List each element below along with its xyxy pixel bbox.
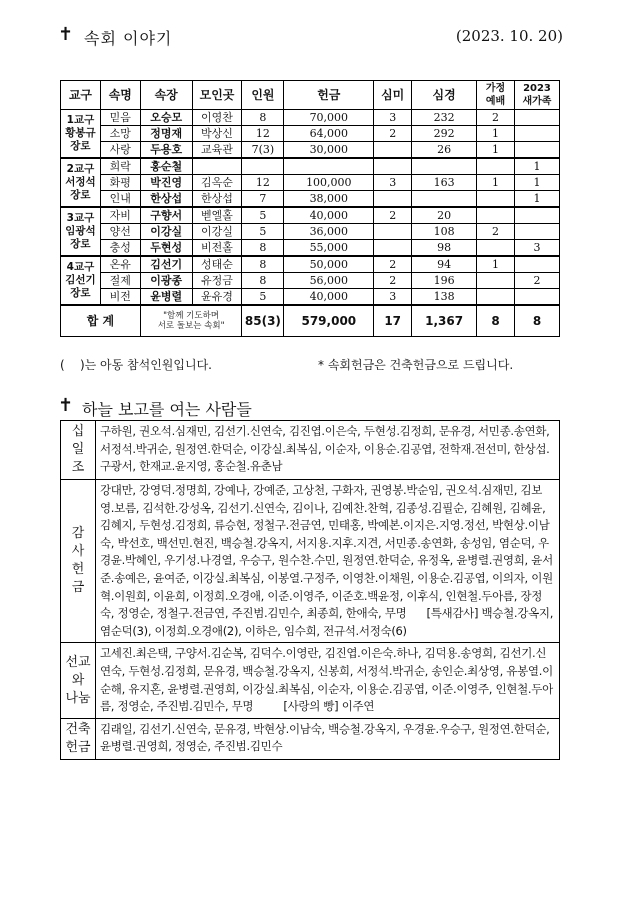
col-leader: 속장 bbox=[140, 81, 192, 110]
place: 교육관 bbox=[192, 142, 242, 159]
people: 7 bbox=[242, 191, 284, 208]
report-date: (2023. 10. 20) bbox=[455, 27, 563, 45]
place: 윤유경 bbox=[192, 289, 242, 306]
simgyeong: 98 bbox=[412, 240, 477, 257]
place: 이영찬 bbox=[192, 110, 242, 126]
home-worship: 2 bbox=[477, 224, 515, 240]
table-row bbox=[61, 207, 560, 224]
home-worship: 1 bbox=[477, 126, 515, 142]
table-row bbox=[61, 126, 560, 142]
table-row bbox=[61, 158, 560, 175]
people: 12 bbox=[242, 175, 284, 191]
simgyeong: 232 bbox=[412, 110, 477, 126]
leader: 두용호 bbox=[140, 142, 192, 159]
table-row bbox=[61, 273, 560, 289]
people: 5 bbox=[242, 207, 284, 224]
district-label: 4교구 김선기 장로 bbox=[61, 256, 101, 305]
home-worship bbox=[477, 289, 515, 306]
simmi bbox=[374, 158, 412, 175]
col-cell-name: 속명 bbox=[100, 81, 140, 110]
offering: 64,000 bbox=[284, 126, 374, 142]
simgyeong: 163 bbox=[412, 175, 477, 191]
home-worship bbox=[477, 273, 515, 289]
home-worship: 1 bbox=[477, 175, 515, 191]
cell-meeting-table bbox=[60, 80, 560, 337]
offering-row bbox=[61, 718, 560, 759]
leader: 오승모 bbox=[140, 110, 192, 126]
simmi bbox=[374, 240, 412, 257]
offering: 56,000 bbox=[284, 273, 374, 289]
simmi bbox=[374, 142, 412, 159]
place: 벧엘홀 bbox=[192, 207, 242, 224]
place: 김옥순 bbox=[192, 175, 242, 191]
new-family: 1 bbox=[514, 175, 559, 191]
leader: 정명재 bbox=[140, 126, 192, 142]
cell-name: 인내 bbox=[100, 191, 140, 208]
simgyeong: 94 bbox=[412, 256, 477, 273]
leader: 홍순철 bbox=[140, 158, 192, 175]
people: 5 bbox=[242, 224, 284, 240]
total-home-worship: 8 bbox=[477, 305, 515, 337]
people: 5 bbox=[242, 289, 284, 306]
cell-name: 충성 bbox=[100, 240, 140, 257]
leader: 이광종 bbox=[140, 273, 192, 289]
offering-row bbox=[61, 421, 560, 480]
leader: 이강실 bbox=[140, 224, 192, 240]
simgyeong: 20 bbox=[412, 207, 477, 224]
home-worship bbox=[477, 207, 515, 224]
new-family bbox=[514, 256, 559, 273]
offering: 50,000 bbox=[284, 256, 374, 273]
new-family: 1 bbox=[514, 191, 559, 208]
table-row bbox=[61, 240, 560, 257]
total-new-family: 8 bbox=[514, 305, 559, 337]
leader: 두현성 bbox=[140, 240, 192, 257]
leader: 구향서 bbox=[140, 207, 192, 224]
new-family bbox=[514, 224, 559, 240]
simgyeong: 196 bbox=[412, 273, 477, 289]
home-worship bbox=[477, 240, 515, 257]
new-family bbox=[514, 142, 559, 159]
total-people: 85(3) bbox=[242, 305, 284, 337]
cell-name: 희락 bbox=[100, 158, 140, 175]
new-family: 3 bbox=[514, 240, 559, 257]
offering-section-title: 하늘 보고를 여는 사람들 bbox=[82, 400, 252, 419]
offering-names: 고세진.최은택, 구양서.김순복, 김덕수.이영란, 김진엽.이은숙.하나, 김덕용.송영희, 김선기.신연숙, 두현성.김정희, 문유경, 백승철.강옥지, 신봉희, 서정석.박귀순, 송인순.최상영, 유봉열.이순해, 유지혼, 윤병렬.권영희, 이강실.최복심, 이순자, 이용순.김공엽, 이준.이영주, 인현철.두아름, 정영순, 주진범.김민수, 무명 [사랑의 빵] 이주연 bbox=[96, 643, 560, 718]
offering-category: 십 일 조 bbox=[61, 421, 96, 480]
offering-category: 선교 와 나눔 bbox=[61, 643, 96, 718]
total-row bbox=[61, 305, 560, 337]
simmi: 2 bbox=[374, 273, 412, 289]
offering: 38,000 bbox=[284, 191, 374, 208]
cell-name: 양선 bbox=[100, 224, 140, 240]
simmi: 3 bbox=[374, 110, 412, 126]
simgyeong bbox=[412, 158, 477, 175]
cell-name: 화평 bbox=[100, 175, 140, 191]
table-header-row bbox=[61, 81, 560, 110]
meeting-section-title: 속회 이야기 bbox=[84, 29, 173, 48]
cross-icon: ✝ bbox=[58, 24, 74, 45]
offering: 55,000 bbox=[284, 240, 374, 257]
new-family bbox=[514, 110, 559, 126]
place: 한상섭 bbox=[192, 191, 242, 208]
cross-icon: ✝ bbox=[58, 395, 74, 416]
cell-name: 소망 bbox=[100, 126, 140, 142]
table-row bbox=[61, 142, 560, 159]
simmi bbox=[374, 224, 412, 240]
people: 7(3) bbox=[242, 142, 284, 159]
offering-names: 구하원, 권오석.심재민, 김선기.신연숙, 김진엽.이은숙, 두현성.김정희, 문유경, 서민종.송연화, 서정석.박귀순, 원정연.한덕순, 이강실.최복심, 이순자, 이용순.김공엽, 전학재.전선미, 한상섭.구광서, 한재교.윤지영, 홍순철.유춘남 bbox=[96, 421, 560, 480]
offering-note: * 속회헌금은 건축헌금으로 드립니다. bbox=[318, 358, 514, 372]
meeting-section-header bbox=[58, 26, 563, 48]
offering-row bbox=[61, 480, 560, 643]
district-label: 2교구 서정석 장로 bbox=[61, 158, 101, 207]
offering: 70,000 bbox=[284, 110, 374, 126]
total-memo: "함께 기도하며 서로 돌보는 속회" bbox=[140, 305, 242, 337]
col-simmi: 심미 bbox=[374, 81, 412, 110]
home-worship: 2 bbox=[477, 110, 515, 126]
col-simgyeong: 심경 bbox=[412, 81, 477, 110]
people: 8 bbox=[242, 240, 284, 257]
offering-category: 건축 헌금 bbox=[61, 718, 96, 759]
offering-names: 김래일, 김선기.신연숙, 문유경, 박현상.이남숙, 백승철.강옥지, 우경윤.우승구, 원정연.한덕순, 윤병렬.권영희, 정영순, 주진범.김민수 bbox=[96, 718, 560, 759]
leader: 한상섭 bbox=[140, 191, 192, 208]
table-row bbox=[61, 289, 560, 306]
people: 8 bbox=[242, 273, 284, 289]
col-home-worship: 가정예배 bbox=[477, 81, 515, 110]
district-label: 3교구 임광석 장로 bbox=[61, 207, 101, 256]
home-worship bbox=[477, 191, 515, 208]
offering bbox=[284, 158, 374, 175]
offering-row bbox=[61, 643, 560, 718]
offering: 40,000 bbox=[284, 207, 374, 224]
total-label: 합 계 bbox=[61, 305, 141, 337]
offering: 40,000 bbox=[284, 289, 374, 306]
new-family bbox=[514, 126, 559, 142]
offering-names: 강대만, 강영덕.정명희, 강예나, 강예준, 고상천, 구화자, 권영봉.박순임, 권오석.심재민, 김보영.보름, 김석한.강성옥, 김선기.신연숙, 김이나, 김예찬.찬혁, 김종성.김필순, 김혜원, 김혜윤, 김혜지, 두현성.김정희, 류승현, 정철구.전금연, 민태홍, 박예본.이지은.지영.정선, 박현상.이남숙, 박선호, 백선민.현진, 백승철.강옥지, 서지용.지후.지견, 서민종.송연화, 송성임, 염순덕, 우경윤.박혜인, 우기성.나경열, 우승구, 원수찬.수민, 원정연.한덕순, 유정옥, 윤병렬.권영희, 윤서준.송예은, 윤여준, 이강실.최복심, 이봉열.구정주, 이영찬.이채원, 이용순.김공엽, 이의자, 이원혁.이원희, 이윤희, 이정희.오경애, 이준.이영주, 이준호.백윤정, 이후식, 인현철.두아름, 장정숙, 정영순, 정철구.전금연, 주진범.김민수, 최종희, 한애숙, 무명 [특새감사] 백승철.강옥지, 염순덕(3), 이정희.오경애(2), 이하은, 임수희, 전규석.서정숙(6) bbox=[96, 480, 560, 643]
col-place: 모인곳 bbox=[192, 81, 242, 110]
simmi: 3 bbox=[374, 289, 412, 306]
col-offering: 헌금 bbox=[284, 81, 374, 110]
district-label: 1교구 황봉규 장로 bbox=[61, 110, 101, 159]
place: 이강실 bbox=[192, 224, 242, 240]
offering-table bbox=[60, 420, 560, 760]
col-new-family: 2023 새가족 bbox=[514, 81, 559, 110]
cell-name: 절제 bbox=[100, 273, 140, 289]
simmi: 2 bbox=[374, 126, 412, 142]
total-simgyeong: 1,367 bbox=[412, 305, 477, 337]
new-family bbox=[514, 289, 559, 306]
simmi: 2 bbox=[374, 256, 412, 273]
offering-category: 감 사 헌 금 bbox=[61, 480, 96, 643]
table-row bbox=[61, 224, 560, 240]
simgyeong: 108 bbox=[412, 224, 477, 240]
table-row bbox=[61, 175, 560, 191]
cell-name: 자비 bbox=[100, 207, 140, 224]
home-worship bbox=[477, 158, 515, 175]
cell-name: 사랑 bbox=[100, 142, 140, 159]
simgyeong: 292 bbox=[412, 126, 477, 142]
place: 성태순 bbox=[192, 256, 242, 273]
simmi: 3 bbox=[374, 175, 412, 191]
offering: 36,000 bbox=[284, 224, 374, 240]
place: 유정금 bbox=[192, 273, 242, 289]
col-district: 교구 bbox=[61, 81, 101, 110]
new-family: 2 bbox=[514, 273, 559, 289]
offering: 100,000 bbox=[284, 175, 374, 191]
cell-name: 온유 bbox=[100, 256, 140, 273]
people: 8 bbox=[242, 110, 284, 126]
cell-name: 믿음 bbox=[100, 110, 140, 126]
home-worship: 1 bbox=[477, 142, 515, 159]
table-row bbox=[61, 191, 560, 208]
leader: 윤병렬 bbox=[140, 289, 192, 306]
leader: 김선기 bbox=[140, 256, 192, 273]
people: 8 bbox=[242, 256, 284, 273]
simgyeong: 26 bbox=[412, 142, 477, 159]
people: 12 bbox=[242, 126, 284, 142]
table-row bbox=[61, 110, 560, 126]
place bbox=[192, 158, 242, 175]
simgyeong bbox=[412, 191, 477, 208]
place: 박상신 bbox=[192, 126, 242, 142]
new-family: 1 bbox=[514, 158, 559, 175]
simgyeong: 138 bbox=[412, 289, 477, 306]
col-people: 인원 bbox=[242, 81, 284, 110]
cell-name: 비전 bbox=[100, 289, 140, 306]
offering: 30,000 bbox=[284, 142, 374, 159]
table-row bbox=[61, 256, 560, 273]
new-family bbox=[514, 207, 559, 224]
simmi: 2 bbox=[374, 207, 412, 224]
place: 비전홀 bbox=[192, 240, 242, 257]
home-worship: 1 bbox=[477, 256, 515, 273]
total-simmi: 17 bbox=[374, 305, 412, 337]
people bbox=[242, 158, 284, 175]
total-offering: 579,000 bbox=[284, 305, 374, 337]
leader: 박진영 bbox=[140, 175, 192, 191]
simmi bbox=[374, 191, 412, 208]
child-note: ( )는 아동 참석인원입니다. bbox=[60, 358, 212, 372]
